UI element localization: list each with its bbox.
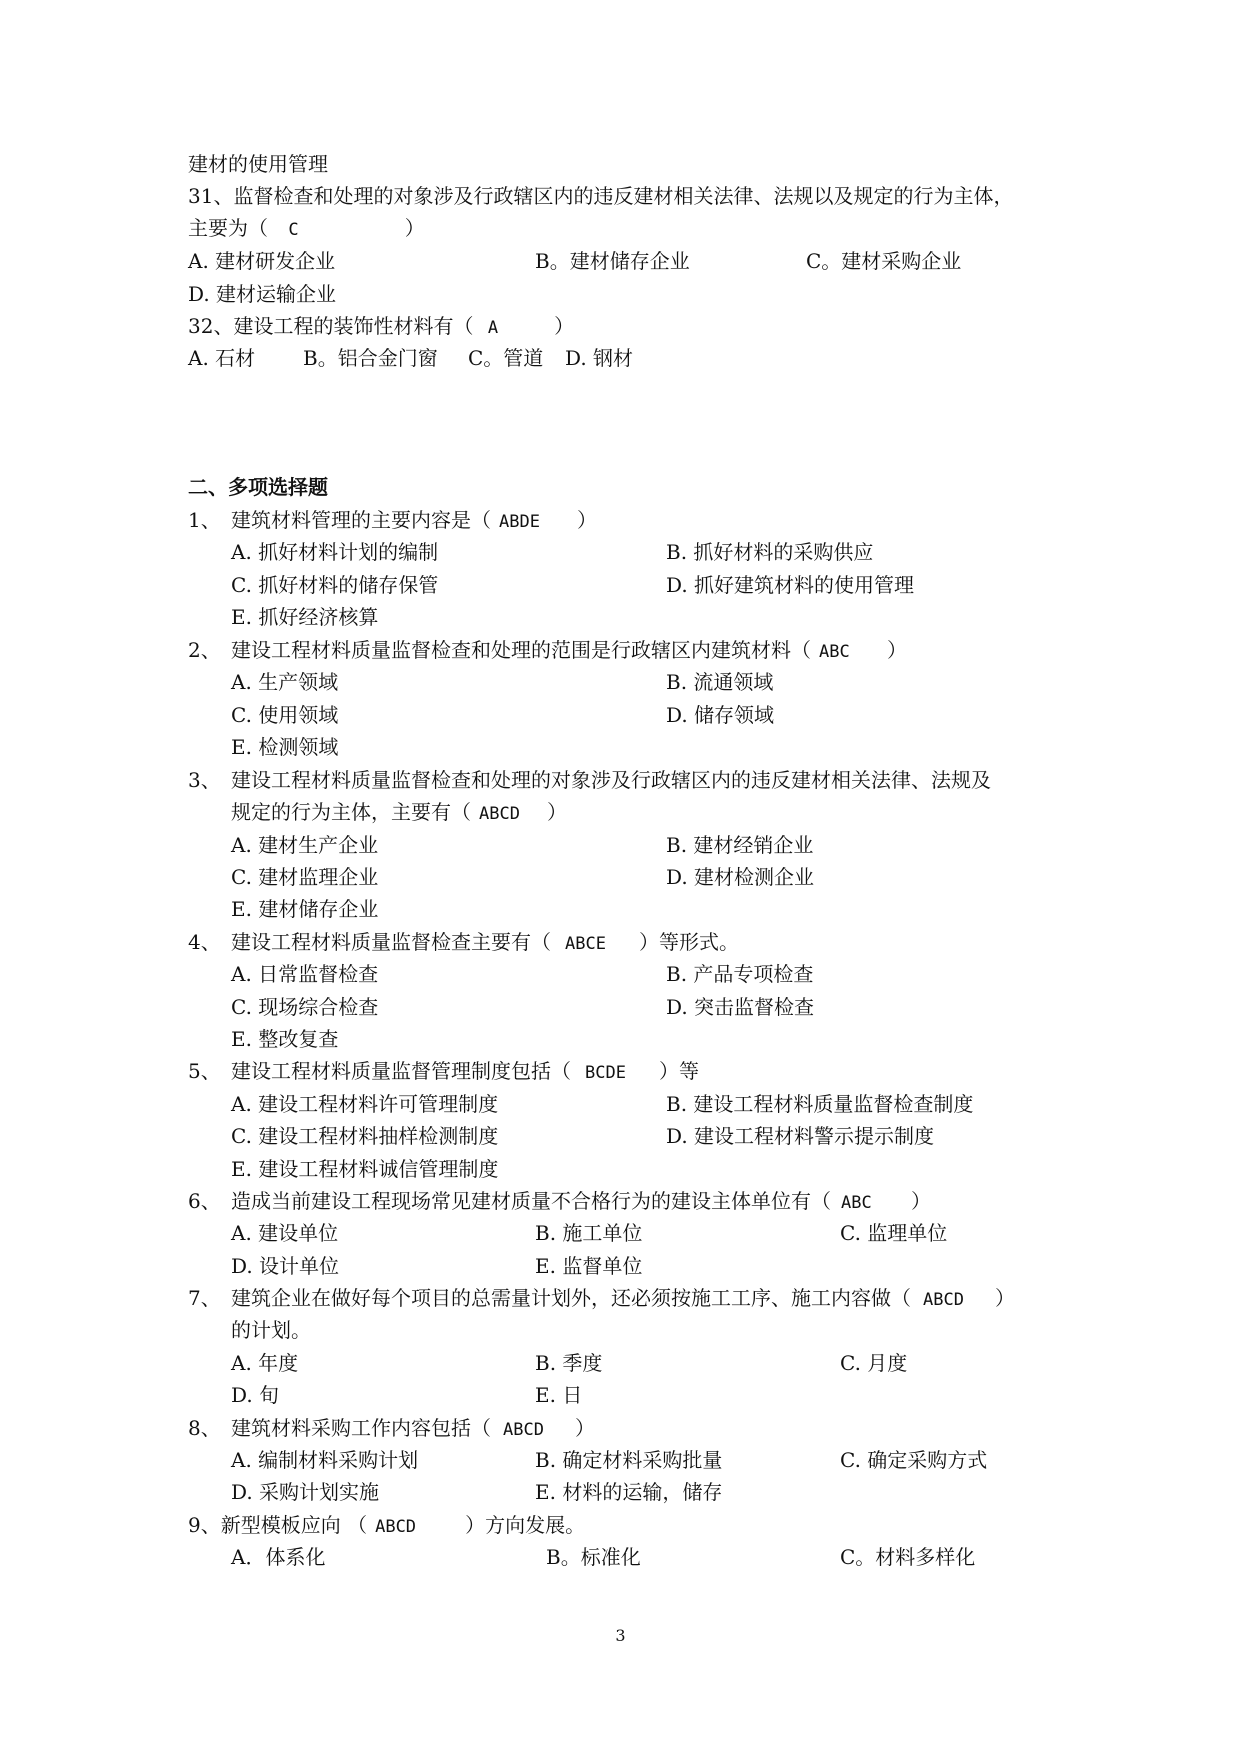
option-a: A. 抓好材料计划的编制	[231, 540, 439, 564]
option-c: C. 抓好材料的储存保管	[231, 573, 439, 597]
question-suffix: ）	[577, 508, 597, 532]
question-answer: ABC	[819, 642, 850, 662]
question-prefix: 规定的行为主体，主要有（	[231, 800, 471, 824]
question-prefix: 建筑企业在做好每个项目的总需量计划外，还必须按施工工序、施工内容做（	[231, 1286, 911, 1310]
question-suffix: ）	[575, 1416, 595, 1440]
question-text-cont	[231, 800, 567, 826]
q32-suffix: ）	[554, 314, 575, 338]
multi-choice-heading: 二、多项选择题	[188, 475, 328, 499]
option-b: B. 建设工程材料质量监督检查制度	[666, 1092, 974, 1116]
question-number: 5、	[188, 1059, 221, 1083]
question-prefix: 建筑材料管理的主要内容是（	[231, 508, 491, 532]
option-e: E. 材料的运输，储存	[535, 1480, 723, 1504]
page-number: 3	[615, 1626, 626, 1645]
question-answer: BCDE	[585, 1063, 626, 1083]
option-d: D. 建材检测企业	[666, 865, 815, 889]
option-c: C。材料多样化	[840, 1545, 976, 1569]
option-a: A．体系化	[231, 1545, 326, 1569]
question-prefix: 建筑材料采购工作内容包括（	[231, 1416, 491, 1440]
option-a: A. 建设单位	[231, 1221, 339, 1245]
question-text	[231, 1286, 1015, 1312]
q32-option-c: C。管道	[468, 346, 544, 370]
question-suffix: ）	[911, 1189, 931, 1213]
option-e: E. 整改复查	[231, 1027, 339, 1051]
q31-option-c: C。建材采购企业	[806, 249, 962, 273]
question-prefix: 建设工程材料质量监督检查和处理的范围是行政辖区内建筑材料（	[231, 638, 811, 662]
option-d: D. 旬	[231, 1383, 280, 1407]
question-prefix: 建设工程材料质量监督检查主要有（	[231, 930, 551, 954]
question-text-cont: 的计划。	[231, 1318, 311, 1342]
question-number: 8、	[188, 1416, 221, 1440]
option-d: D. 突击监督检查	[666, 995, 815, 1019]
q32-text	[188, 314, 574, 340]
q31-option-d: D. 建材运输企业	[188, 282, 337, 306]
option-c: C. 现场综合检查	[231, 995, 379, 1019]
question-text: 建设工程材料质量监督检查和处理的对象涉及行政辖区内的违反建材相关法律、法规及	[231, 768, 991, 792]
section-title: 建材的使用管理	[188, 152, 328, 176]
option-b: B。标准化	[546, 1545, 641, 1569]
question-answer: ABC	[841, 1193, 872, 1213]
q32-option-b: B。铝合金门窗	[303, 346, 438, 370]
option-b: B. 确定材料采购批量	[535, 1448, 723, 1472]
option-b: B. 建材经销企业	[666, 833, 814, 857]
option-e: E. 日	[535, 1383, 583, 1407]
q31-option-a: A. 建材研发企业	[188, 249, 336, 273]
option-b: B. 季度	[535, 1351, 603, 1375]
question-answer: ABCD	[375, 1517, 417, 1537]
q31-suffix: ）	[404, 216, 425, 240]
question-number: 3、	[188, 768, 221, 792]
question-suffix: ）等	[659, 1059, 699, 1083]
option-e: E. 建材储存企业	[231, 897, 379, 921]
question-answer: ABCE	[565, 934, 606, 954]
question-number: 4、	[188, 930, 221, 954]
option-d: D. 抓好建筑材料的使用管理	[666, 573, 915, 597]
option-a: A. 年度	[231, 1351, 299, 1375]
option-e: E. 监督单位	[535, 1254, 643, 1278]
option-c: C. 监理单位	[840, 1221, 948, 1245]
option-d: D. 建设工程材料警示提示制度	[666, 1124, 935, 1148]
option-b: B. 施工单位	[535, 1221, 643, 1245]
option-c: C. 建设工程材料抽样检测制度	[231, 1124, 499, 1148]
question-answer: ABDE	[499, 512, 540, 532]
question-number: 7、	[188, 1286, 221, 1310]
q31-answer: C	[288, 220, 299, 240]
option-a: A. 建材生产企业	[231, 833, 379, 857]
option-e: E. 抓好经济核算	[231, 605, 379, 629]
question-text	[231, 1189, 931, 1215]
q31-prefix: 主要为（	[188, 216, 268, 240]
question-prefix: 造成当前建设工程现场常见建材质量不合格行为的建设主体单位有（	[231, 1189, 831, 1213]
option-d: D. 设计单位	[231, 1254, 340, 1278]
question-suffix: ）等形式。	[639, 930, 739, 954]
question-number: 2、	[188, 638, 221, 662]
question-text	[231, 1059, 699, 1085]
q31-text-cont	[188, 216, 425, 242]
q32-option-a: A. 石材	[188, 346, 256, 370]
question-text	[188, 1513, 585, 1539]
option-a: A. 编制材料采购计划	[231, 1448, 419, 1472]
option-c: C. 确定采购方式	[840, 1448, 988, 1472]
q32-answer: A	[487, 318, 499, 338]
option-c: C. 建材监理企业	[231, 865, 379, 889]
q32-option-d: D. 钢材	[565, 346, 634, 370]
option-e: E. 建设工程材料诚信管理制度	[231, 1157, 499, 1181]
option-e: E. 检测领域	[231, 735, 339, 759]
question-answer: ABCD	[923, 1290, 964, 1310]
question-text	[231, 508, 597, 534]
option-b: B. 产品专项检查	[666, 962, 814, 986]
question-suffix: ）	[547, 800, 567, 824]
option-b: B. 流通领域	[666, 670, 774, 694]
q31-option-b: B。建材储存企业	[535, 249, 690, 273]
question-suffix: ）	[887, 638, 907, 662]
question-answer: ABCD	[479, 804, 520, 824]
question-suffix: ）方向发展。	[465, 1513, 586, 1537]
question-suffix: ）	[995, 1286, 1015, 1310]
question-text	[231, 1416, 595, 1442]
option-b: B. 抓好材料的采购供应	[666, 540, 874, 564]
question-prefix: 建设工程材料质量监督管理制度包括（	[231, 1059, 571, 1083]
option-a: A. 生产领域	[231, 670, 339, 694]
option-d: D. 采购计划实施	[231, 1480, 380, 1504]
question-answer: ABCD	[503, 1420, 544, 1440]
q31-text: 31、监督检查和处理的对象涉及行政辖区内的违反建材相关法律、法规以及规定的行为主体，	[188, 184, 1014, 208]
option-a: A. 建设工程材料许可管理制度	[231, 1092, 499, 1116]
question-prefix: 9、新型模板应向 （	[188, 1513, 368, 1537]
option-c: C. 月度	[840, 1351, 908, 1375]
question-number: 6、	[188, 1189, 221, 1213]
question-text	[231, 638, 907, 664]
question-number: 1、	[188, 508, 221, 532]
option-c: C. 使用领域	[231, 703, 339, 727]
question-text	[231, 930, 739, 956]
option-a: A. 日常监督检查	[231, 962, 379, 986]
option-d: D. 储存领域	[666, 703, 775, 727]
q32-prefix: 32、建设工程的装饰性材料有（	[188, 314, 474, 338]
